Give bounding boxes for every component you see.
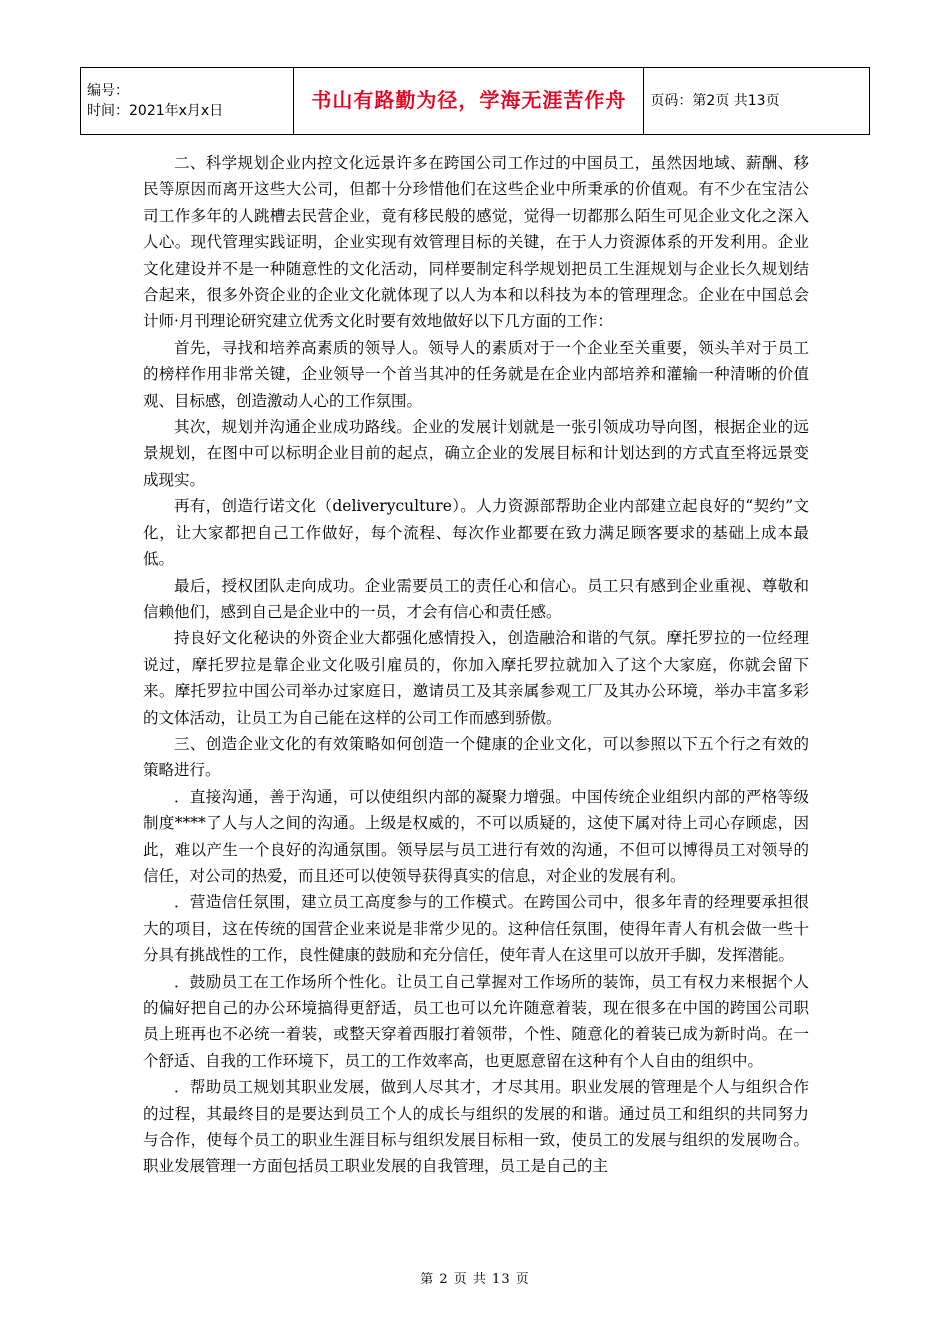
paragraph: ．直接沟通，善于沟通，可以使组织内部的凝聚力增强。中国传统企业组织内部的严格等级制度****了人与人之间的沟通。上级是权威的，不可以质疑的，这使下属对待上司心存顾虑，因此，难以产生一个良好的沟通氛围。领导层与员工进行有效的沟通，不但可以博得员工对领导的信任，对公司的热爱，而且还可以使领导获得真实的信息，对企业的发展有利。 bbox=[143, 787, 809, 885]
paragraph: 持良好文化秘诀的外资企业大都强化感情投入，创造融洽和谐的气氛。摩托罗拉的一位经理说过，摩托罗拉是靠企业文化吸引雇员的，你加入摩托罗拉就加入了这个大家庭，你就会留下来。摩托罗拉中国公司举办过家庭日，邀请员工及其亲属参观工厂及其办公环境，举办丰富多彩的文体活动，让员工为自己能在这样的公司工作而感到骄傲。 bbox=[143, 629, 809, 727]
header-meta-cell bbox=[81, 68, 294, 135]
paragraph: ．帮助员工规划其职业发展，做到人尽其才，才尽其用。职业发展的管理是个人与组织合作的过程，其最终目的是要达到员工个人的成长与组织的发展的和谐。通过员工和组织的共同努力与合作，使每个员工的职业生涯目标与组织发展目标相一致，使员工的发展与组织的发展吻合。职业发展管理一方面包括员工职业发展的自我管理，员工是自己的主 bbox=[143, 1078, 809, 1176]
page-footer: 第 2 页 共 13 页 bbox=[420, 1272, 530, 1287]
paragraph: 三、创造企业文化的有效策略如何创造一个健康的企业文化，可以参照以下五个行之有效的策略进行。 bbox=[143, 734, 809, 780]
paragraph: 再有，创造行诺文化（deliveryculture）。人力资源部帮助企业内部建立起良好的“契约”文化，让大家都把自己工作做好，每个流程、每次作业都要在致力满足顾客要求的基础上成本最低。 bbox=[143, 497, 809, 569]
paragraph: 首先，寻找和培养高素质的领导人。领导人的素质对于一个企业至关重要，领头羊对于员工的榜样作用非常关键，企业领导一个首当其冲的任务就是在企业内部培养和灌输一种清晰的价值观、目标感，创造激动人心的工作氛围。 bbox=[143, 338, 809, 410]
paragraph: 二、科学规划企业内控文化远景许多在跨国公司工作过的中国员工，虽然因地域、薪酬、移民等原因而离开这些大公司，但都十分珍惜他们在这些企业中所秉承的价值观。有不少在宝洁公司工作多年的人跳槽去民营企业，竟有移民般的感觉，觉得一切都那么陌生可见企业文化之深入人心。现代管理实践证明，企业实现有效管理目标的关键，在于人力资源体系的开发利用。企业文化建设并不是一种随意性的文化活动，同样要制定科学规划把员工生涯规划与企业长久规划结合起来，很多外资企业的企业文化就体现了以人为本和以科技为本的管理理念。企业在中国总会计师·月刊理论研究建立优秀文化时要有效地做好以下几方面的工作： bbox=[143, 154, 809, 331]
motto-text: 书山有路勤为径，学海无涯苦作舟 bbox=[311, 87, 627, 112]
header-motto-cell bbox=[294, 68, 644, 135]
paragraph: ．营造信任氛围，建立员工高度参与的工作模式。在跨国公司中，很多年青的经理要承担很大的项目，这在传统的国营企业来说是非常少见的。这种信任氛围，使得年青人有机会做一些十分具有挑战性的工作，良性健康的鼓励和充分信任，使年青人在这里可以放开手脚，发挥潜能。 bbox=[143, 893, 809, 965]
header-page-cell bbox=[644, 68, 870, 135]
paragraph: 最后，授权团队走向成功。企业需要员工的责任心和信心。员工只有感到企业重视、尊敬和信赖他们，感到自己是企业中的一员，才会有信心和责任感。 bbox=[143, 576, 809, 621]
paragraph: 其次，规划并沟通企业成功路线。企业的发展计划就是一张引领成功导向图，根据企业的远景规划，在图中可以标明企业目前的起点，确立企业的发展目标和计划达到的方式直至将远景变成现实。 bbox=[143, 418, 809, 489]
paragraph: ．鼓励员工在工作场所个性化。让员工自己掌握对工作场所的装饰，员工有权力来根据个人的偏好把自己的办公环境搞得更舒适，员工也可以允许随意着装，现在很多在中国的跨国公司职员上班再也不必统一着装，或整天穿着西服打着领带，个性、随意化的着装已成为新时尚。在一个舒适、自我的工作环境下，员工的工作效率高，也更愿意留在这种有个人自由的组织中。 bbox=[143, 972, 809, 1070]
doc-number-label: 编号： bbox=[87, 83, 129, 99]
document-body bbox=[143, 150, 809, 1180]
page-header bbox=[80, 67, 870, 135]
page-info: 页码：第2页 共13页 bbox=[650, 93, 780, 109]
date-line: 时间：2021年x月x日 bbox=[87, 103, 224, 119]
